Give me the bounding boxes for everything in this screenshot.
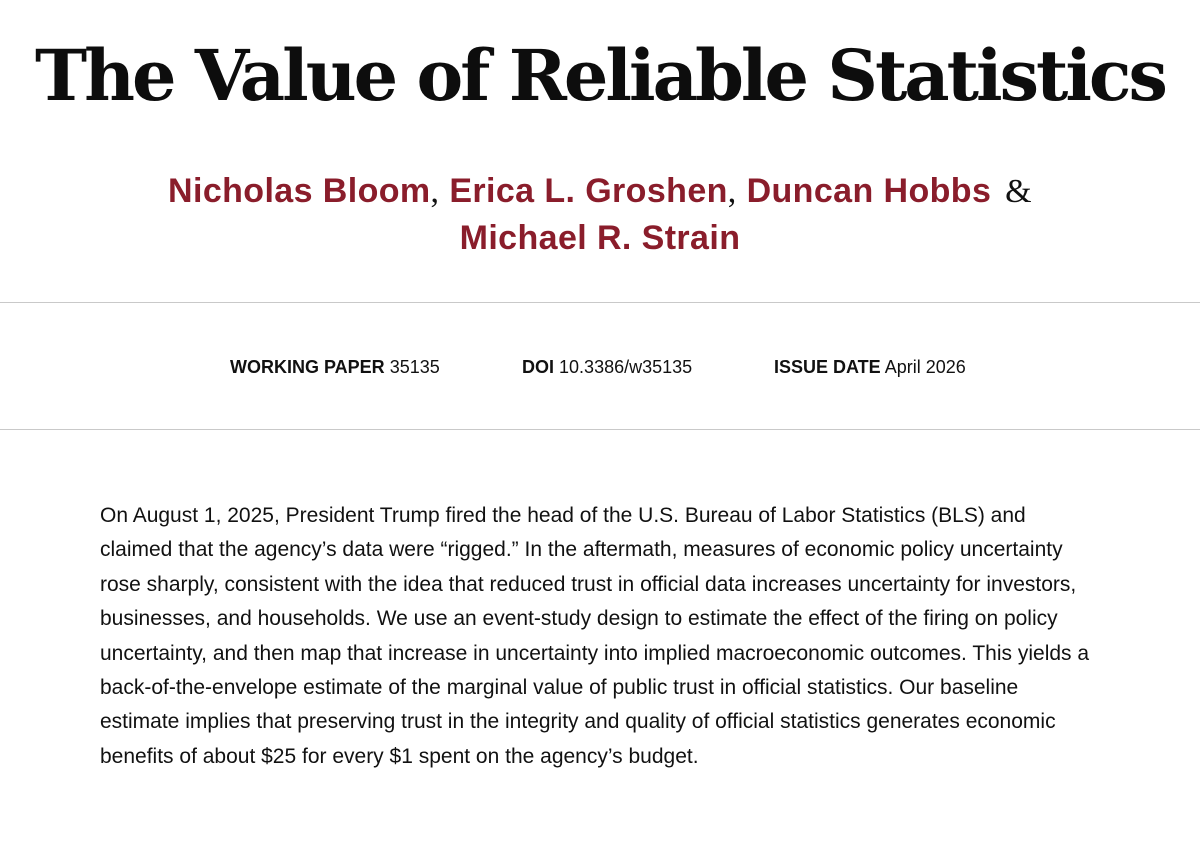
issue-date-label: ISSUE DATE	[774, 357, 881, 377]
divider-bottom	[0, 429, 1200, 430]
abstract-text: On August 1, 2025, President Trump fired the head of the U.S. Bureau of Labor Statistics (BLS) and claimed that the agency’s data were “rigged.” In the aftermath, measures of economic policy uncertainty rose sharply, consistent with the idea that reduced trust in official data increases uncertainty for investors, businesses, and households. We use an event-study design to estimate the effect of the firing on policy uncertainty, and then map that increase in uncertainty into implied macroeconomic outcomes. This yields a back-of-the-envelope estimate of the marginal value of public trust in official statistics. Our baseline estimate implies that preserving trust in the integrity and quality of official statistics generates economic benefits of about $25 for every $1 spent on the agency’s budget.	[100, 504, 1090, 768]
author-link-nicholas-bloom[interactable]: Nicholas Bloom	[168, 172, 431, 210]
author-ampersand: &	[1005, 173, 1032, 210]
author-link-duncan-hobbs[interactable]: Duncan Hobbs	[746, 172, 992, 210]
author-separator: ,	[430, 173, 440, 210]
doi-value[interactable]: 10.3386/w35135	[559, 357, 693, 377]
working-paper-number	[230, 355, 440, 379]
working-paper-label: WORKING PAPER	[230, 357, 385, 377]
author-link-michael-strain[interactable]: Michael R. Strain	[459, 219, 741, 257]
author-list	[0, 168, 1200, 261]
issue-date	[774, 355, 966, 379]
paper-title: The Value of Reliable Statistics	[35, 34, 1165, 117]
issue-date-value: April 2026	[884, 357, 966, 377]
doi-label: DOI	[522, 357, 555, 377]
author-separator: ,	[727, 173, 737, 210]
author-link-erica-groshen[interactable]: Erica L. Groshen	[449, 172, 728, 210]
working-paper-value: 35135	[389, 357, 440, 377]
doi	[522, 355, 692, 379]
divider-top	[0, 302, 1200, 303]
